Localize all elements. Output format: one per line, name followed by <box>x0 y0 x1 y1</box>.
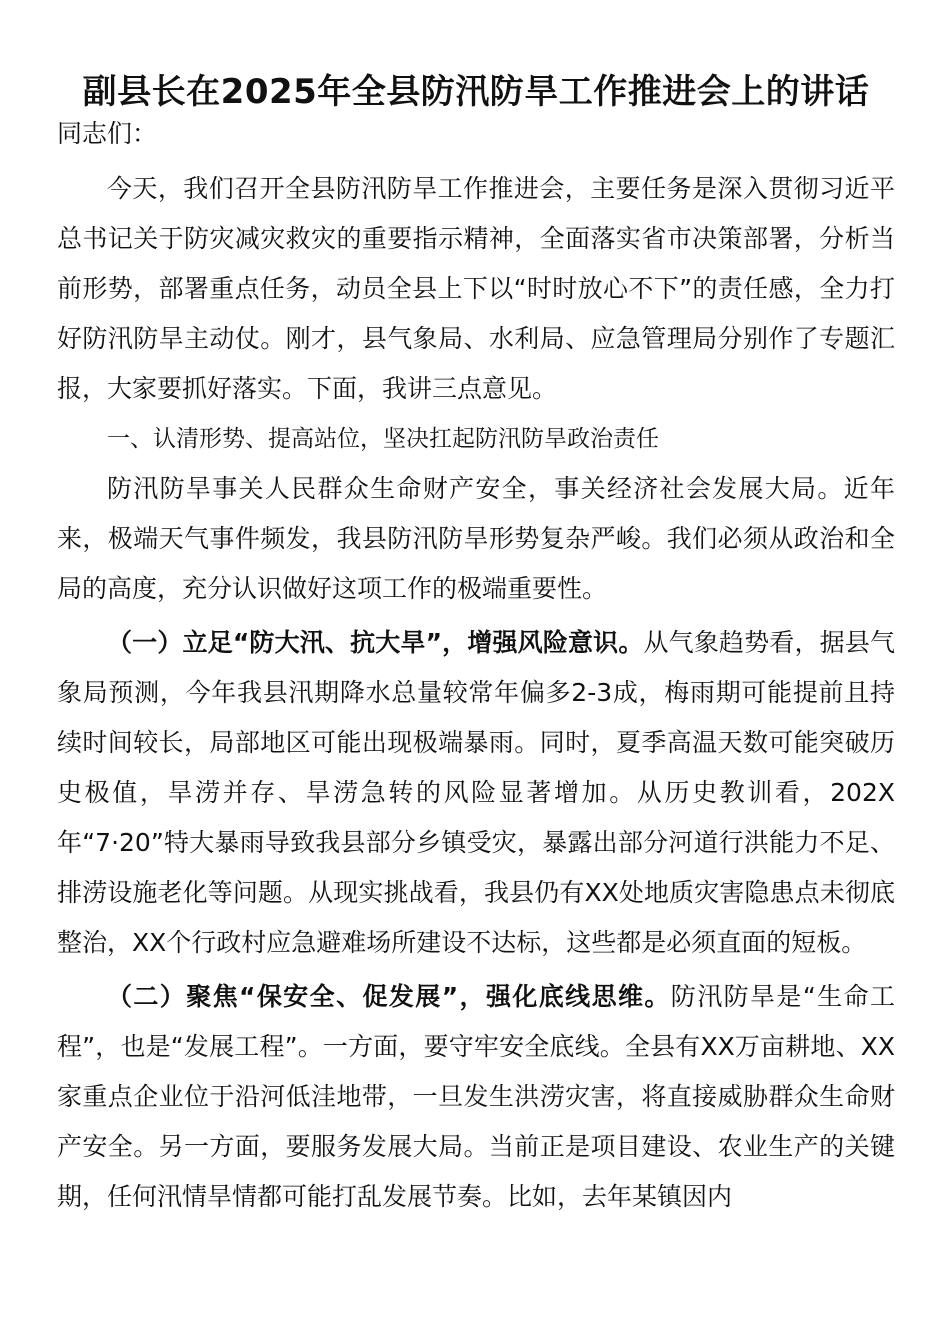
point-1-body: 从气象趋势看，据县气象局预测，今年我县汛期降水总量较常年偏多2-3成，梅雨期可能提前且持续时间较长，局部地区可能出现极端暴雨。同时，夏季高温天数可能突破历史极值，旱涝并存、旱涝急转的风险显著增加。从历史教训看，202X年“7·20”特大暴雨导致我县部分乡镇受灾，暴露出部分河道行洪能力不足、排涝设施老化等问题。从现实挑战看，我县仍有XX处地质灾害隐患点未彻底整治，XX个行政村应急避难场所建设不达标，这些都是必须直面的短板。 <box>57 628 895 957</box>
document-page <box>57 70 895 1222</box>
section-1-heading: 一、认清形势、提高站位，坚决扛起防汛防旱政治责任 <box>107 426 659 452</box>
point-1-paragraph <box>57 618 895 968</box>
point-1-heading: （一）立足“防大汛、抗大旱”，增强风险意识。 <box>107 628 644 657</box>
salutation: 同志们： <box>57 119 158 148</box>
point-2-paragraph <box>57 972 895 1222</box>
point-2-heading: （二）聚焦“保安全、促发展”，强化底线思维。 <box>107 982 671 1011</box>
document-title: 副县长在2025年全县防汛防旱工作推进会上的讲话 <box>82 72 870 112</box>
point-2-body: 防汛防旱是“生命工程”，也是“发展工程”。一方面，要守牢安全底线。全县有XX万亩耕地、XX家重点企业位于沿河低洼地带，一旦发生洪涝灾害，将直接威胁群众生命财产安全。另一方面，要服务发展大局。当前正是项目建设、农业生产的关键期，任何汛情旱情都可能打乱发展节奏。比如，去年某镇因内 <box>57 982 895 1211</box>
intro-paragraph: 今天，我们召开全县防汛防旱工作推进会，主要任务是深入贯彻习近平总书记关于防灾减灾救灾的重要指示精神，全面落实省市决策部署，分析当前形势，部署重点任务，动员全县上下以“时时放心不下”的责任感，全力打好防汛防旱主动仗。刚才，县气象局、水利局、应急管理局分别作了专题汇报，大家要抓好落实。下面，我讲三点意见。 <box>57 174 895 403</box>
section-1-intro-paragraph: 防汛防旱事关人民群众生命财产安全，事关经济社会发展大局。近年来，极端天气事件频发，我县防汛防旱形势复杂严峻。我们必须从政治和全局的高度，充分认识做好这项工作的极端重要性。 <box>57 474 895 603</box>
